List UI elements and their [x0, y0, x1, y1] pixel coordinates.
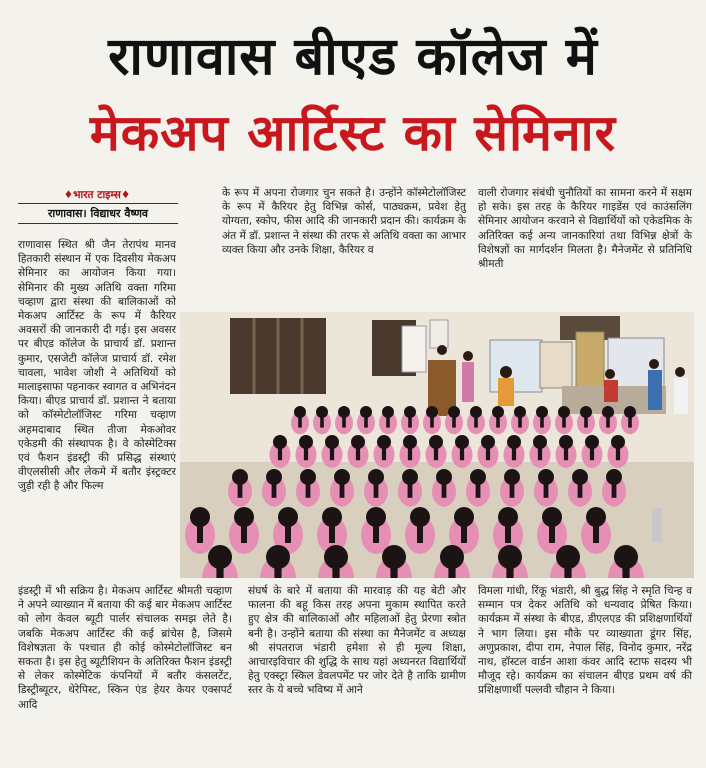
headline-line-1: राणावास बीएड कॉलेज में: [108, 27, 598, 87]
article-column-2: [222, 186, 466, 257]
headline-line-2: मेकअप आर्टिस्ट का सेमिनार: [89, 104, 617, 162]
article-column-4: [18, 584, 232, 712]
article-column-1: [18, 238, 176, 494]
article-column-5: [248, 584, 466, 698]
column-text: विमला गांधी, रिंकू भंडारी, श्री बुद्ध सिंह ने स्मृति चिन्ह व सम्मान पत्र देकर अतिथि को धन्यवाद प्रेषित किया। कार्यक्रम में संस्था के बीएड, डीएलएड की प्रशिक्षणार्थियों ने भाग लिया। इस मौके पर व्याख्याता डूंगर सिंह, अणुप्रकाश, दीपा राम, नेपाल सिंह, विनोद कुमार, नरेंद्र नाथ, हॉस्टल वार्डन आशा कंवर आदि स्टाफ सदस्य भी मौजूद रहे। कार्यक्रम का संचालन बीएड प्रथम वर्ष की प्रशिक्षणार्थी पल्लवी चौहान ने किया।: [478, 585, 692, 697]
source-label: ♦भारत टाइम्स♦: [63, 189, 131, 201]
seminar-photo: [180, 312, 694, 578]
column-text: संघर्ष के बारे में बताया की मारवाड़ की यह बेटी और फालना की बहू किस तरह अपना मुकाम स्थापित करते हुए क्षेत्र की बालिकाओं और महिलाओं हेतु प्रेरणा स्त्रोत बनी है। उन्होंने बताया की संस्था का मैनेजमेंट व अध्यक्ष श्री संपतराज भंडारी हमेशा से ही मूल्य शिक्षा, आचारइविचार की शुद्धि के साथ यहां अध्यनरत विद्यार्थियों हेतु एक्स्ट्रा स्किल डेवलपमेंट पर जोर देते है ताकि ग्रामीण स्तर के ये बच्चे भविष्य में आने: [248, 585, 466, 697]
column-text: के रूप में अपना रोजगार चुन सकते है। उन्होंने कॉस्मेटोलॉजिस्ट के रूप में कैरियर हेतु विभिन्न कोर्स, पाठ्यक्रम, प्रवेश हेतु योग्यता, स्कोप, फीस आदि की जानकारी प्रदान की। कार्यक्रम के अंत में डॉ. प्रशान्त ने संस्था की तरफ से अतिथि वक्ता का आभार व्यक्त किया और उनके शिक्षा, कैरियर व: [222, 187, 466, 256]
seminar-photo-illustration: [180, 312, 694, 578]
article-column-3: [478, 186, 692, 271]
byline: राणावास। विद्याधर वैष्णव: [18, 203, 178, 224]
column-text: वाली रोजगार संबंधी चुनौतियों का सामना करने में सक्षम हो सके। इस तरह के कैरियर गाइडेंस एवं काउंसलिंग सेमिनार आयोजन करवाने से विद्यार्थियों को एकेडमिक के अतिरिक्त कई अन्य जानकारियां तथा विभिन्न क्षेत्रों के विशेषज्ञों का मार्गदर्शन मिलता है। मैनेजमेंट से प्रतिनिधि श्रीमती: [478, 187, 692, 271]
article-column-6: [478, 584, 692, 698]
column-text: इंडस्ट्री में भी सक्रिय है। मेकअप आर्टिस्ट श्रीमती चव्हाण ने अपने व्याख्यान में बताया की कई बार मेकअप आर्टिस्ट को लोग केवल ब्यूटी पार्लर संचालक समझ लेते है। जबकि मेकअप आर्टिस्ट की कई ब्रांचेस है, जिसमे विशेषज्ञता के पश्चात ही कोई कोस्मेटोलॉजिस्ट बन सकता है। इस हेतु ब्यूटीशियन के अतिरिक्त फैशन इंडस्ट्री से लेकर कोस्मेटिक कंपनियों में बतौर कंसलटेंट, डिस्ट्रीब्यूटर, थेरेपिस्ट, स्किन एंड हेयर केयर एक्सपर्ट आदि: [18, 585, 233, 711]
column-text: राणावास स्थित श्री जैन तेरापंथ मानव हितकारी संस्थान में एक दिवसीय मेकअप सेमिनार का आयोजन किया गया। सेमिनार की मुख्य अतिथि वक्ता गरिमा चव्हाण द्वारा संस्था की बालिकाओं को मेकअप आर्टिस्ट के रूप में कैरियर अवसरों की जानकारी दी गई। इस अवसर पर बीएड कॉलेज के प्राचार्य डॉ. प्रशान्त कुमार, एसजेटी कॉलेज प्राचार्य डॉ. रमेश चावला, भावेश जोशी ने अतिथियों को मालाइसाफा पहनाकर स्वागत व अभिनंदन किया। बीएड प्राचार्य डॉ. प्रशान्त ने बताया को कॉस्मेटोलॉजिस्ट गरिमा चव्हाण अहमदाबाद स्थित तीजा मेकओवर एकेडमी की संस्थापक है। वे कोस्मेटिक्स एवं फैशन इंडस्ट्री की प्रसिद्ध संस्थाएं वीएलसीसी और लेकमे में बतौर इंस्ट्रक्टर जुड़ी रही है और फिल्म: [18, 239, 176, 493]
